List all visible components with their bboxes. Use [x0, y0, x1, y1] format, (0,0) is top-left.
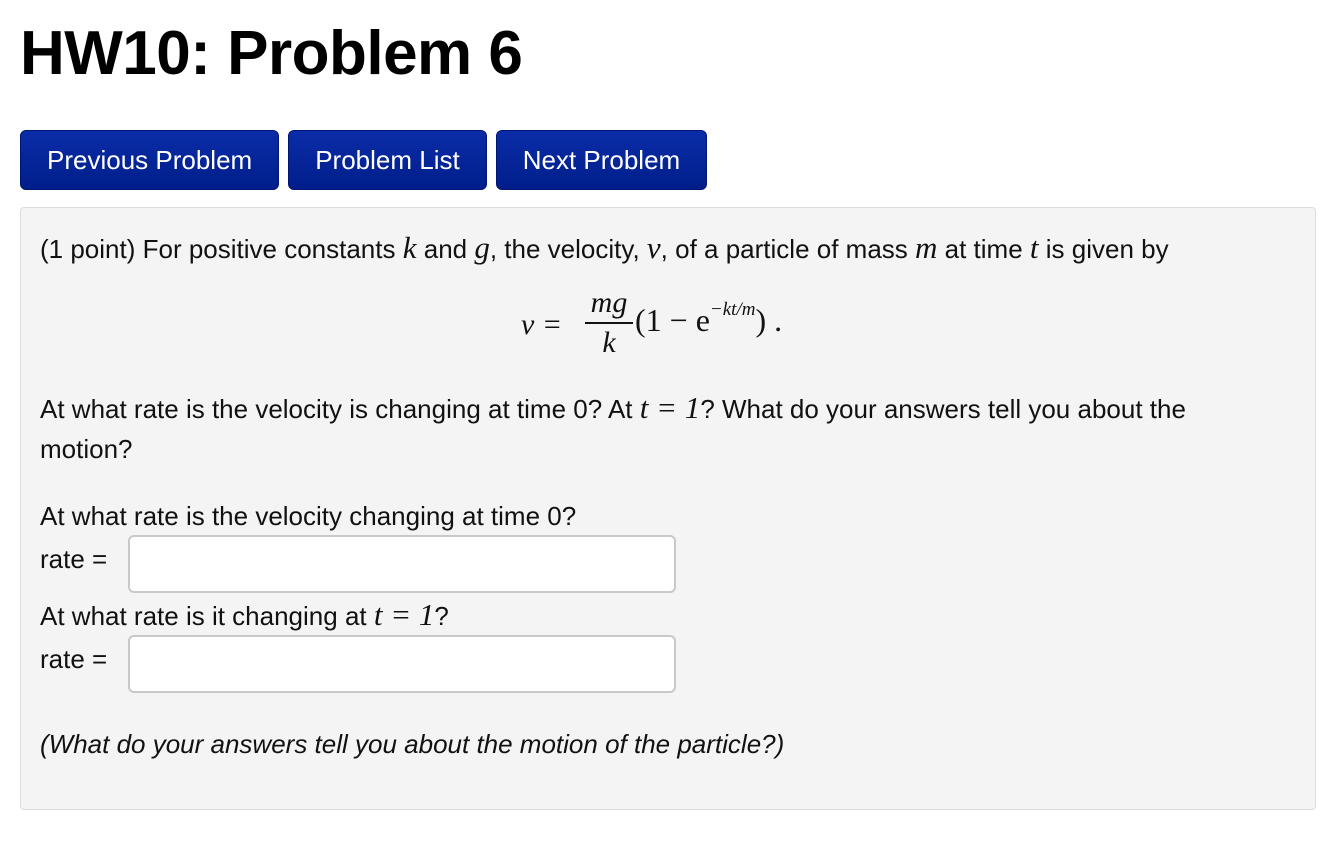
- rate-input-time-1[interactable]: [128, 635, 676, 693]
- problem-nav: [20, 130, 707, 190]
- part2-prompt: At what rate is it changing at t = 1?: [40, 597, 449, 632]
- next-problem-button[interactable]: Next Problem: [496, 130, 708, 190]
- closing-question: (What do your answers tell you about the motion of the particle?): [40, 729, 785, 759]
- fraction-bar: [585, 322, 633, 324]
- formula-exponent: −kt/m: [709, 299, 756, 321]
- rate-input-time-0[interactable]: [128, 535, 676, 593]
- problem-body: [20, 207, 1316, 810]
- problem-question: At what rate is the velocity is changing at time 0? At t = 1? What do your answers tell you about the motion?: [40, 390, 1186, 464]
- formula-parenthesis: $(1 - e^{-kt/m})$ .: [635, 299, 783, 338]
- formula-denominator: k: [602, 326, 616, 359]
- formula-lhs: v =: [521, 308, 563, 341]
- formula-numerator: mg: [590, 286, 628, 319]
- part2-label: rate =: [40, 644, 108, 674]
- part1-label: rate =: [40, 544, 108, 574]
- page-title: HW10: Problem 6: [20, 19, 523, 88]
- part1-prompt: At what rate is the velocity changing at time 0?: [40, 501, 577, 531]
- problem-intro: (1 point) For positive constants k and g, the velocity, v, of a particle of mass m at time t is given by: [40, 230, 1169, 265]
- problem-list-button[interactable]: Problem List: [288, 130, 487, 190]
- formula-fraction: [585, 286, 633, 360]
- previous-problem-button[interactable]: Previous Problem: [20, 130, 279, 190]
